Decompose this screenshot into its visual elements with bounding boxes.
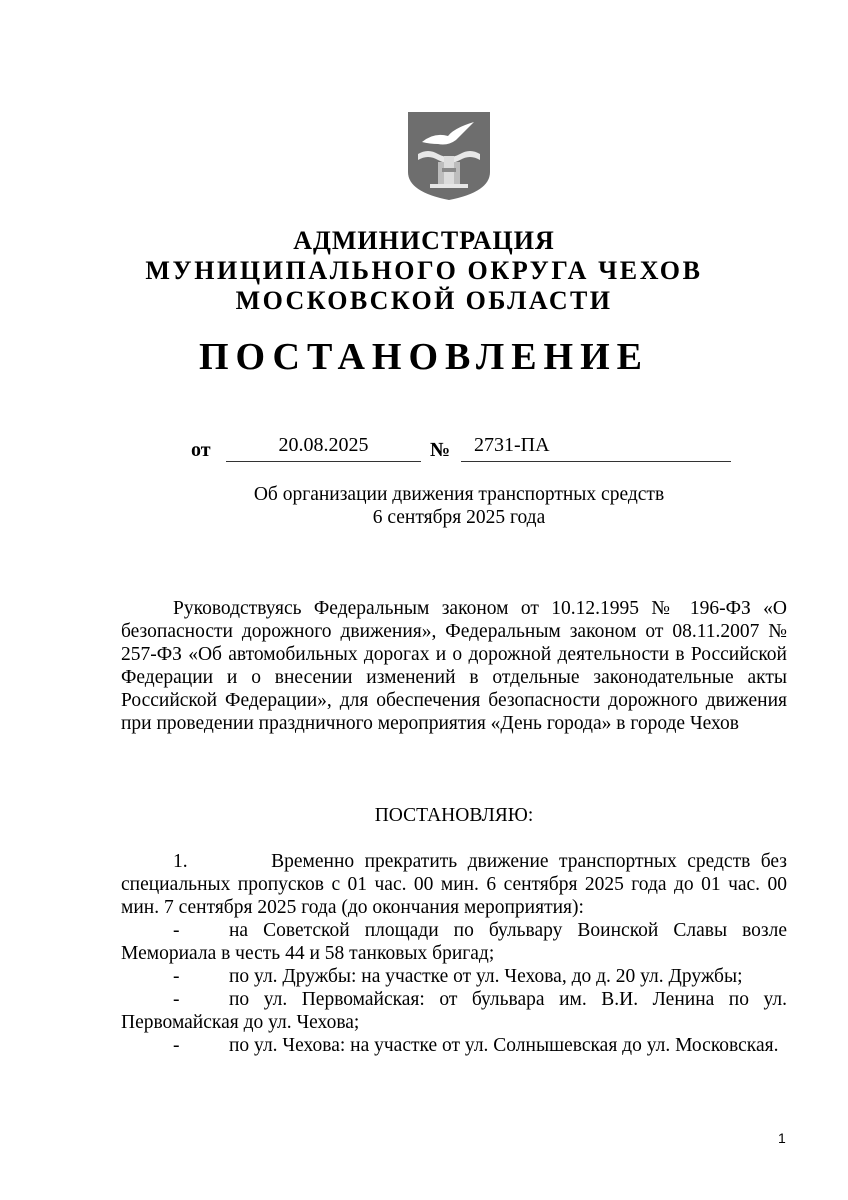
number-label: № [430,439,451,461]
document-number: 2731-ПА [474,434,550,456]
date-underline [226,461,421,462]
list-item [121,988,787,1034]
page-number: 1 [778,1130,786,1146]
list-item-text: по ул. Чехова: на участке от ул. Солнышевская до ул. Московская. [229,1035,779,1056]
list-dash: - [173,920,180,941]
document-subject: Об организации движения транспортных средств 6 сентября 2025 года [253,484,665,528]
header-administration: АДМИНИСТРАЦИЯ [293,226,555,255]
document-type-title: ПОСТАНОВЛЕНИЕ [198,336,650,378]
resolution-item-1: 1. Временно прекратить движение транспортных средств без специальных пропусков с 01 час. 00 мин. 6 сентября 2025 года до 01 час. 00 мин. 7 сентября 2025 года (до окончания мероприятия): [121,851,787,918]
header-municipality: МУНИЦИПАЛЬНОГО ОКРУГА ЧЕХОВ [145,256,703,285]
list-item-text: на Советской площади по бульвару Воинской Славы возле Мемориала в честь 44 и 58 танковых бригад; [121,920,787,964]
resolve-heading: ПОСТАНОВЛЯЮ: [374,805,534,826]
list-item [121,919,787,965]
list-dash: - [173,989,180,1010]
number-underline [461,461,731,462]
list-dash: - [173,966,180,987]
list-dash: - [173,1035,180,1056]
list-item [121,1034,787,1057]
list-item [121,965,787,988]
list-item-text: по ул. Дружбы: на участке от ул. Чехова, до д. 20 ул. Дружбы; [229,966,743,987]
header-region: МОСКОВСКОЙ ОБЛАСТИ [235,286,613,315]
coat-of-arms-icon [408,112,490,200]
preamble-paragraph: Руководствуясь Федеральным законом от 10.12.1995 № 196-ФЗ «О безопасности дорожного движения», Федеральным законом от 08.11.2007 № 257-ФЗ «Об автомобильных дорогах и о дорожной деятельности в Российской Федерации и о внесении изменений в отдельные законодательные акты Российской Федерации», для обеспечения безопасности дорожного движения при проведении праздничного мероприятия «День города» в городе Чехов [121,598,787,734]
list-item-text: по ул. Первомайская: от бульвара им. В.И. Ленина по ул. Первомайская до ул. Чехова; [121,989,787,1033]
document-date: 20.08.2025 [278,434,369,456]
date-label: от [191,439,211,461]
